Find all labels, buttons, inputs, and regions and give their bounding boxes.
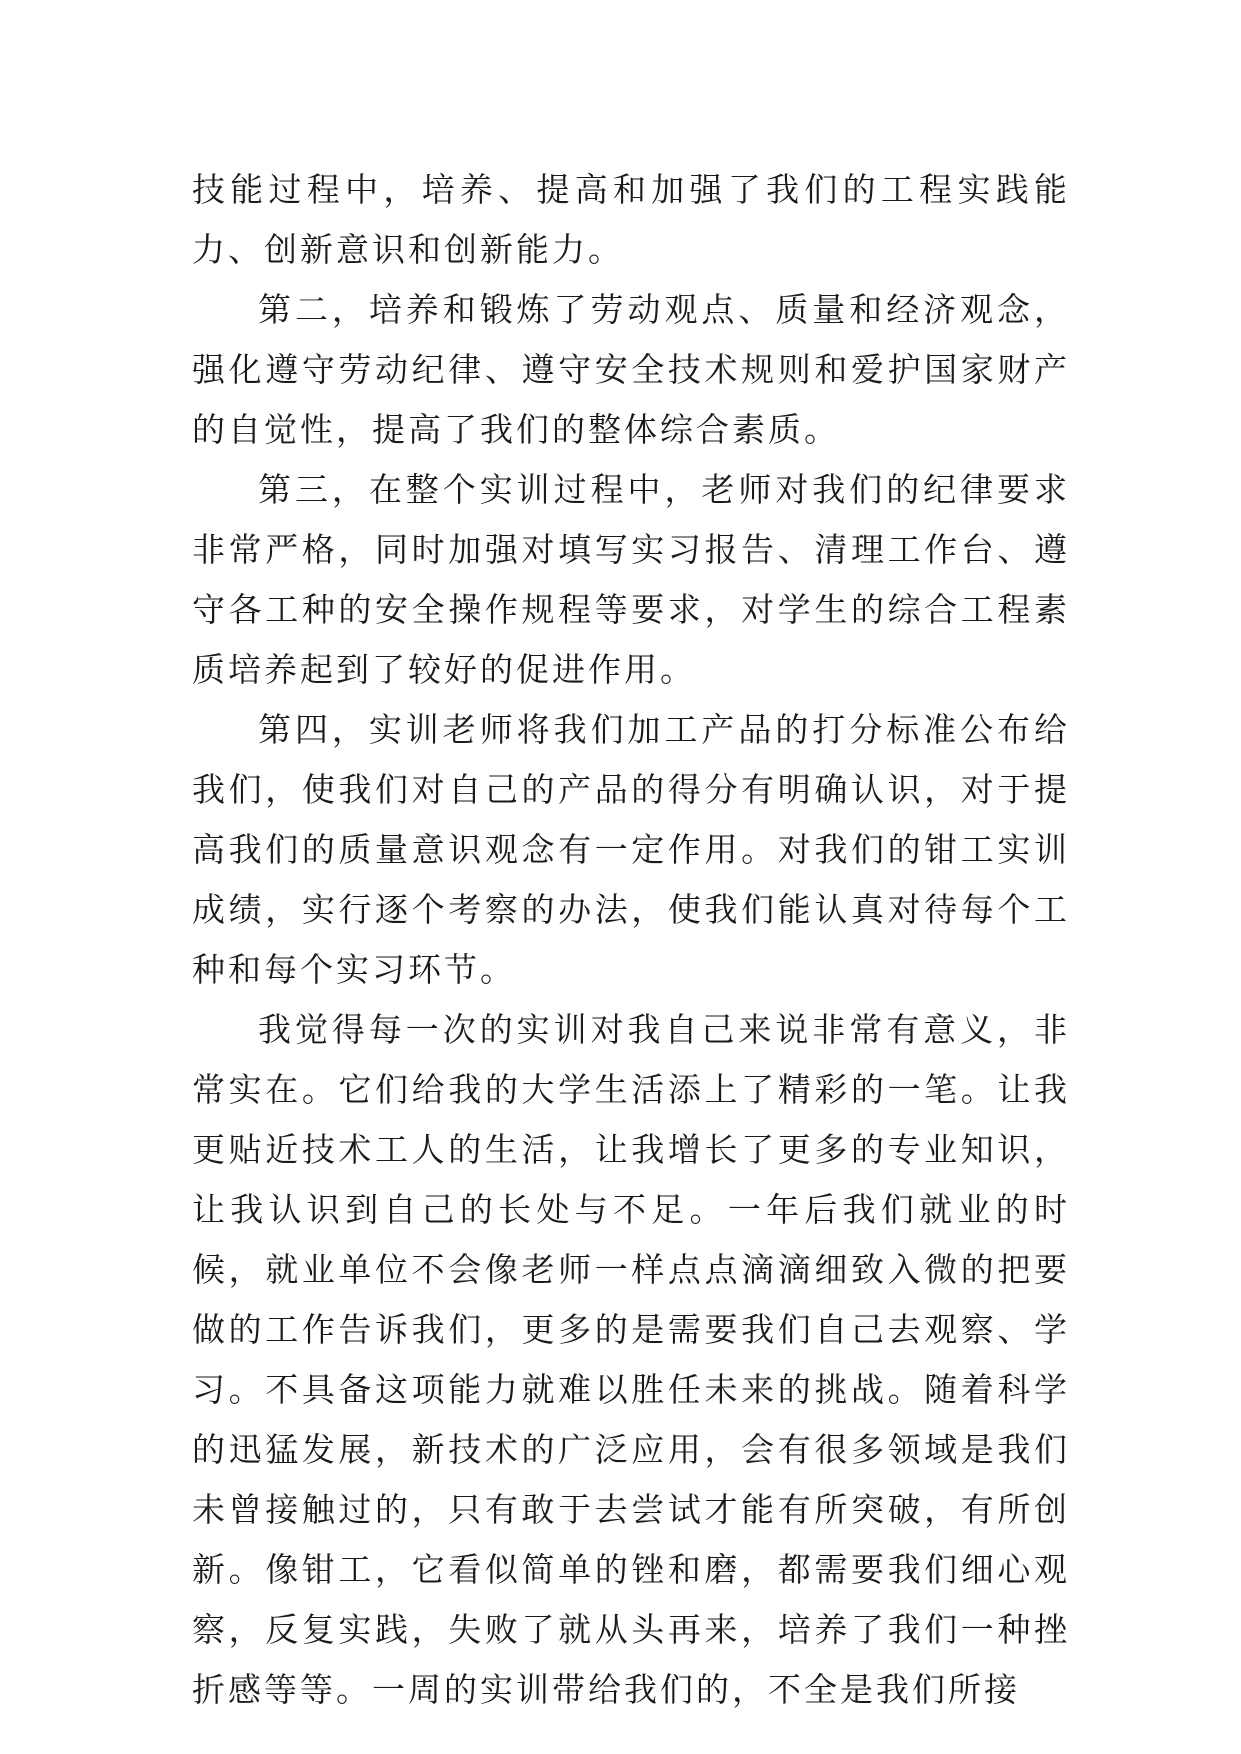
document-body: [192, 160, 1070, 1720]
paragraph-3: 第三，在整个实训过程中，老师对我们的纪律要求非常严格，同时加强对填写实习报告、清理工作台、遵守各工种的安全操作规程等要求，对学生的综合工程素质培养起到了较好的促进作用。: [192, 470, 1070, 689]
paragraph-5: 我觉得每一次的实训对我自己来说非常有意义，非常实在。它们给我的大学生活添上了精彩的一笔。让我更贴近技术工人的生活，让我增长了更多的专业知识，让我认识到自己的长处与不足。一年后我们就业的时候，就业单位不会像老师一样点点滴滴细致入微的把要做的工作告诉我们，更多的是需要我们自己去观察、学习。不具备这项能力就难以胜任未来的挑战。随着科学的迅猛发展，新技术的广泛应用，会有很多领域是我们未曾接触过的，只有敢于去尝试才能有所突破，有所创新。像钳工，它看似简单的锉和磨，都需要我们细心观察，反复实践，失败了就从头再来，培养了我们一种挫折感等等。一周的实训带给我们的，不全是我们所接: [192, 1010, 1070, 1709]
paragraph-2: 第二，培养和锻炼了劳动观点、质量和经济观念，强化遵守劳动纪律、遵守安全技术规则和爱护国家财产的自觉性，提高了我们的整体综合素质。: [192, 290, 1070, 449]
paragraph-4: 第四，实训老师将我们加工产品的打分标准公布给我们，使我们对自己的产品的得分有明确认识，对于提高我们的质量意识观念有一定作用。对我们的钳工实训成绩，实行逐个考察的办法，使我们能认真对待每个工种和每个实习环节。: [192, 710, 1070, 989]
paragraph-1: 技能过程中，培养、提高和加强了我们的工程实践能力、创新意识和创新能力。: [192, 170, 1070, 269]
